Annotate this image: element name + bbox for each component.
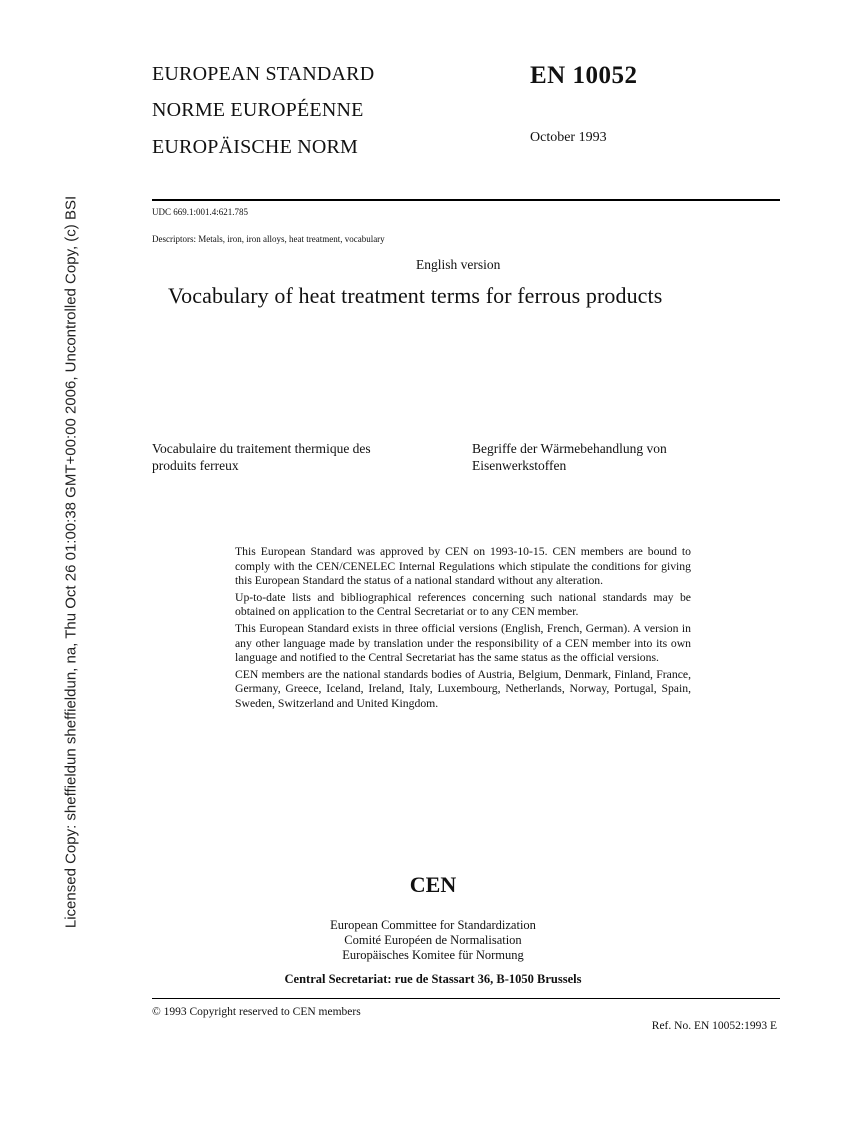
- english-version-label: English version: [416, 257, 501, 272]
- versions-paragraph: This European Standard exists in three official versions (English, French, German). A version in any other language made by translation under the responsibility of a CEN member into its own language and notified to the Central Secretariat has the same status as the official versions.: [235, 621, 691, 665]
- approval-paragraph: This European Standard was approved by CEN on 1993-10-15. CEN members are bound to comply with the CEN/CENELEC Internal Regulations which stipulate the conditions for giving this European Standard the status of a national standard without any alteration.: [235, 545, 691, 588]
- udc-code: UDC 669.1:001.4:621.785: [152, 207, 249, 217]
- references-paragraph: Up-to-date lists and bibliographical references concerning such national standards may be obtained on application to the Central Secretariat or to any CEN member.: [235, 590, 691, 619]
- standard-name-de: EUROPÄISCHE NORM: [152, 136, 359, 158]
- standard-name-en: EUROPEAN STANDARD: [152, 63, 375, 85]
- french-title: [152, 440, 442, 474]
- header-divider: [152, 199, 780, 201]
- cen-name-fr: Comité Européen de Normalisation: [344, 933, 522, 947]
- cen-name-de: Europäisches Komitee für Normung: [342, 948, 524, 962]
- french-title-line: produits ferreux: [152, 458, 239, 473]
- cen-logo-text: CEN: [409, 872, 457, 897]
- footer-divider: [152, 998, 780, 999]
- descriptors: Descriptors: Metals, iron, iron alloys, heat treatment, vocabulary: [152, 234, 385, 244]
- standard-name-fr: NORME EUROPÉENNE: [152, 99, 364, 121]
- approval-notice: [235, 545, 691, 714]
- license-watermark: Licensed Copy: sheffieldun sheffieldun, na, Thu Oct 26 01:00:38 GMT+00:00 2006, Uncontrolled Copy, (c) BSI: [62, 195, 80, 929]
- central-secretariat-address: Central Secretariat: rue de Stassart 36, B-1050 Brussels: [284, 972, 582, 986]
- cen-organisation-names: [0, 918, 866, 963]
- standard-number: EN 10052: [530, 62, 638, 89]
- reference-number: Ref. No. EN 10052:1993 E: [651, 1020, 777, 1032]
- document-title: Vocabulary of heat treatment terms for ferrous products: [168, 283, 663, 308]
- german-title-line: Begriffe der Wärmebehandlung von: [472, 441, 667, 456]
- publication-date: October 1993: [530, 130, 607, 145]
- copyright-notice: © 1993 Copyright reserved to CEN members: [152, 1006, 361, 1018]
- french-title-line: Vocabulaire du traitement thermique des: [152, 441, 371, 456]
- german-title: [472, 440, 762, 474]
- members-paragraph: CEN members are the national standards bodies of Austria, Belgium, Denmark, Finland, France, Germany, Greece, Iceland, Ireland, Italy, Luxembourg, Netherlands, Norway, Portugal, Spain, Sweden, Switzerland and United Kingdom.: [235, 667, 691, 710]
- german-title-line: Eisenwerkstoffen: [472, 458, 567, 473]
- cen-name-en: European Committee for Standardization: [330, 918, 536, 932]
